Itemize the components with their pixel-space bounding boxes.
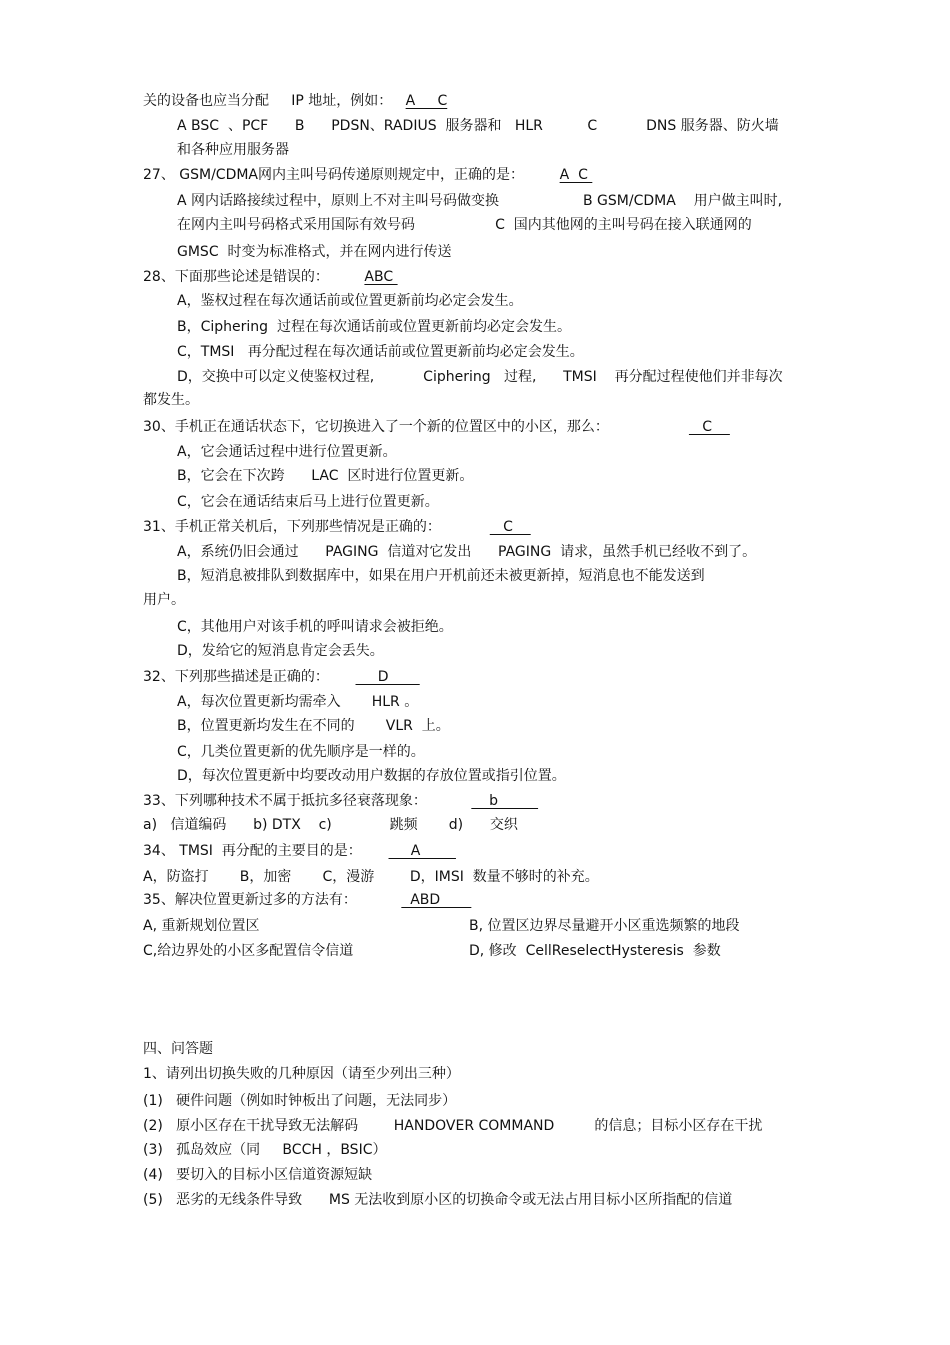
question-text: 关的设备也应当分配 IP 地址，例如： <box>143 93 406 109</box>
answer-line: (4) 要切入的目标小区信道资源短缺 <box>143 1167 373 1183</box>
option-line: B，短消息被排队到数据库中，如果在用户开机前还未被更新掉，短消息也不能发送到 <box>177 568 705 584</box>
question-text: 34、 TMSI 再分配的主要目的是： <box>143 843 389 859</box>
question-line <box>143 166 592 184</box>
option-line: A，系统仍旧会通过 PAGING 信道对它发出 PAGING 请求，虽然手机已经收不到了。 <box>177 544 757 560</box>
question-text: 28、下面那些论述是错误的： <box>143 269 365 285</box>
question-text: 35、解决位置更新过多的方法有： <box>143 892 402 908</box>
option-line: 都发生。 <box>143 392 199 408</box>
answer-blank: b <box>471 793 539 809</box>
question-line <box>143 518 531 536</box>
question-text: 31、手机正常关机后，下列那些情况是正确的： <box>143 519 490 535</box>
option-line: C，几类位置更新的优先顺序是一样的。 <box>177 744 425 760</box>
option-line: GMSC 时变为标准格式，并在网内进行传送 <box>177 244 452 260</box>
option-line: 在网内主叫号码格式采用国际有效号码 C 国内其他网的主叫号码在接入联通网的 <box>177 217 752 233</box>
option-line: B，位置更新均发生在不同的 VLR 上。 <box>177 718 450 734</box>
answer-line: (5) 恶劣的无线条件导致 MS 无法收到原小区的切换命令或无法占用目标小区所指配的信道 <box>143 1192 733 1208</box>
question-line <box>143 92 447 110</box>
question-line <box>143 842 456 860</box>
answer-blank: A C <box>559 167 593 183</box>
option-line: D，每次位置更新中均要改动用户数据的存放位置或指引位置。 <box>177 768 566 784</box>
question-line <box>143 268 398 286</box>
option-line: C，其他用户对该手机的呼叫请求会被拒绝。 <box>177 619 453 635</box>
option-line: A，防盗打 B，加密 C，漫游 D，IMSI 数量不够时的补充。 <box>143 869 599 885</box>
option-line: D, 修改 CellReselectHysteresis 参数 <box>469 943 721 959</box>
option-line: B，Ciphering 过程在每次通话前或位置更新前均必定会发生。 <box>177 319 571 335</box>
option-line: C，它会在通话结束后马上进行位置更新。 <box>177 494 439 510</box>
option-line: D，交换中可以定义使鉴权过程, Ciphering 过程, TMSI 再分配过程使他们并非每次 <box>177 369 783 385</box>
option-line: A，它会通话过程中进行位置更新。 <box>177 444 397 460</box>
option-line: A, 重新规划位置区 <box>143 918 260 934</box>
question-text: 32、下列那些描述是正确的： <box>143 669 356 685</box>
question-line <box>143 891 471 909</box>
option-line: B GSM/CDMA 用户做主叫时, <box>583 193 783 209</box>
option-line: 和各种应用服务器 <box>177 142 289 158</box>
option-line: B, 位置区边界尽量避开小区重选频繁的地段 <box>469 918 740 934</box>
question-line: 1、请列出切换失败的几种原因（请至少列出三种） <box>143 1066 460 1082</box>
option-line: A，鉴权过程在每次通话前或位置更新前均必定会发生。 <box>177 293 523 309</box>
option-line: A，每次位置更新均需牵入 HLR 。 <box>177 694 419 710</box>
answer-blank: ABD <box>401 892 472 908</box>
answer-blank: A <box>388 843 456 859</box>
answer-blank: D <box>355 669 420 685</box>
option-line: A BSC 、PCF B PDSN、RADIUS 服务器和 HLR C DNS 服务器、防火墙 <box>177 118 779 134</box>
option-line: D，发给它的短消息肯定会丢失。 <box>177 643 384 659</box>
question-text: 33、下列哪种技术不属于抵抗多径衰落现象： <box>143 793 472 809</box>
answer-blank: C <box>489 519 531 535</box>
option-line: A 网内话路接续过程中，原则上不对主叫号码做变换 <box>177 193 500 209</box>
question-line <box>143 668 420 686</box>
option-line: a) 信道编码 b) DTX c) 跳频 d) 交织 <box>143 817 518 833</box>
answer-line: (3) 孤岛效应（同 BCCH ，BSIC） <box>143 1142 387 1158</box>
option-line: C,给边界处的小区多配置信令信道 <box>143 943 354 959</box>
answer-blank: A C <box>405 93 448 109</box>
option-line: 用户。 <box>143 592 185 608</box>
answer-blank: C <box>688 419 730 435</box>
question-text: 27、 GSM/CDMA网内主叫号码传递原则规定中，正确的是： <box>143 167 560 183</box>
answer-line: (2) 原小区存在干扰导致无法解码 HANDOVER COMMAND 的信息；目标小区存在干扰 <box>143 1118 763 1134</box>
answer-blank: ABC <box>364 269 398 285</box>
answer-line: (1) 硬件问题（例如时钟板出了问题，无法同步） <box>143 1093 457 1109</box>
option-line: C，TMSI 再分配过程在每次通话前或位置更新前均必定会发生。 <box>177 344 584 360</box>
question-line <box>143 418 730 436</box>
question-line <box>143 792 538 810</box>
section-heading: 四、问答题 <box>143 1041 213 1057</box>
option-line: B，它会在下次跨 LAC 区时进行位置更新。 <box>177 468 474 484</box>
question-text: 30、手机正在通话状态下，它切换进入了一个新的位置区中的小区，那么： <box>143 419 689 435</box>
